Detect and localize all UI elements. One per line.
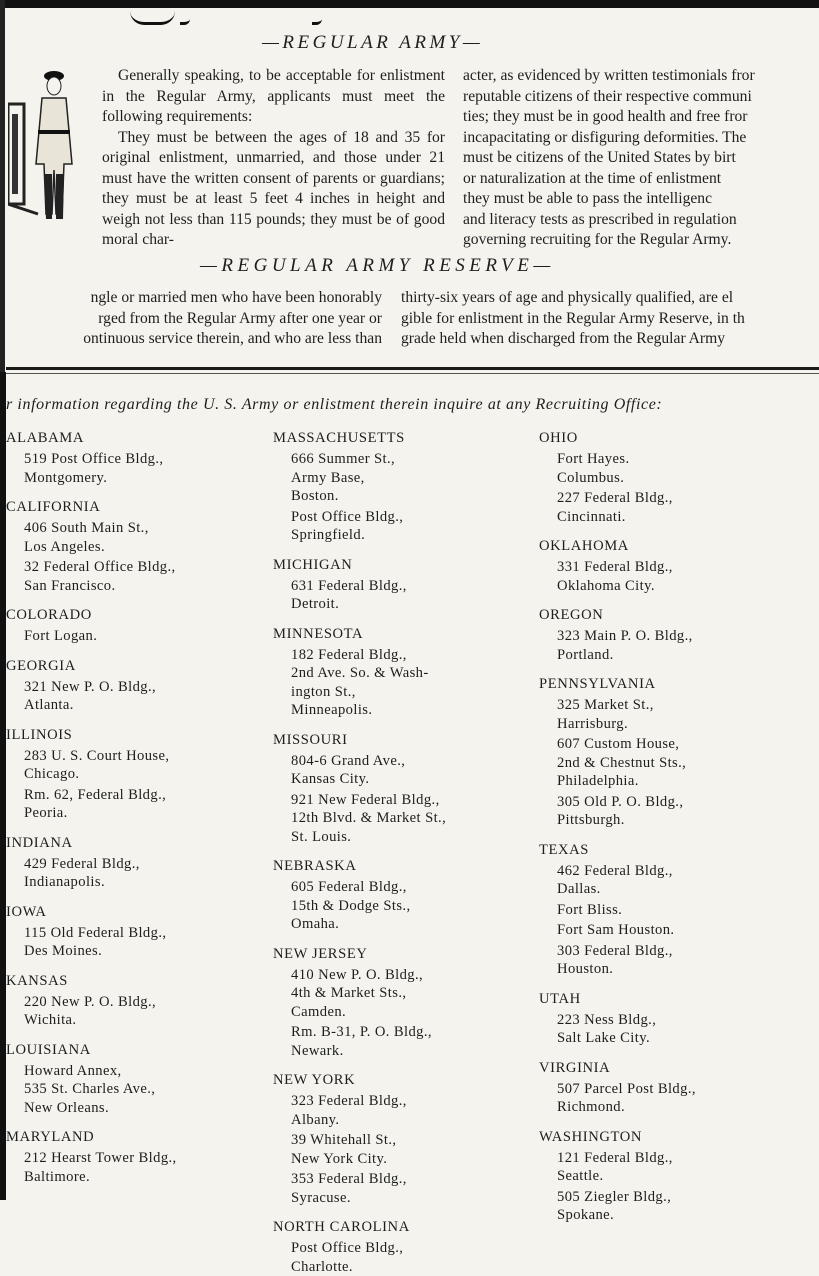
recruiting-office	[557, 627, 809, 664]
divider-rule	[6, 367, 819, 370]
recruiting-office	[24, 786, 261, 823]
state-heading: MINNESOTA	[273, 624, 528, 644]
recruiting-office	[24, 747, 261, 784]
address-line: 283 U. S. Court House,	[24, 747, 261, 766]
address-line: 406 South Main St.,	[24, 519, 261, 538]
address-line: Indianapolis.	[24, 873, 261, 892]
state-heading: ILLINOIS	[6, 725, 261, 745]
state-heading: OREGON	[539, 605, 809, 625]
address-line: 2nd Ave. So. & Wash-	[291, 664, 528, 683]
address-line: Des Moines.	[24, 942, 261, 961]
text-line: rged from the Regular Army after one year or	[6, 309, 382, 330]
address-line: Chicago.	[24, 765, 261, 784]
address-line: Syracuse.	[291, 1189, 528, 1208]
recruiting-office	[291, 878, 528, 934]
text-line: ngle or married men who have been honorably	[6, 288, 382, 309]
recruiting-office	[557, 735, 809, 791]
reserve-left-column	[6, 288, 382, 350]
recruiting-office	[557, 558, 809, 595]
text-line: or naturalization at the time of enlistment	[463, 169, 819, 190]
state-heading: VIRGINIA	[539, 1058, 809, 1078]
state-heading: MISSOURI	[273, 730, 528, 750]
recruiting-office	[291, 966, 528, 1022]
address-line: Rm. 62, Federal Bldg.,	[24, 786, 261, 805]
address-line: Post Office Bldg.,	[291, 1239, 528, 1258]
recruiting-office	[557, 1188, 809, 1225]
address-line: 4th & Market Sts.,	[291, 984, 528, 1003]
recruiting-office	[24, 1062, 261, 1118]
text-line: governing recruiting for the Regular Army.	[463, 230, 819, 251]
address-line: 666 Summer St.,	[291, 450, 528, 469]
address-line: Boston.	[291, 487, 528, 506]
address-line: Los Angeles.	[24, 538, 261, 557]
state-heading: NEBRASKA	[273, 856, 528, 876]
address-line: 325 Market St.,	[557, 696, 809, 715]
recruiting-office	[557, 901, 809, 920]
recruiting-office	[291, 1239, 528, 1276]
text-line: ontinuous service therein, and who are less than	[6, 329, 382, 350]
state-heading: NEW YORK	[273, 1070, 528, 1090]
recruiting-office	[291, 752, 528, 789]
recruiting-office	[291, 1092, 528, 1129]
address-line: Minneapolis.	[291, 701, 528, 720]
address-line: Albany.	[291, 1111, 528, 1130]
address-line: Atlanta.	[24, 696, 261, 715]
text-line: they must be able to pass the intelligenc	[463, 189, 819, 210]
address-line: Pittsburgh.	[557, 811, 809, 830]
recruiting-office	[557, 793, 809, 830]
address-line: Rm. B-31, P. O. Bldg.,	[291, 1023, 528, 1042]
address-line: 353 Federal Bldg.,	[291, 1170, 528, 1189]
address-line: Seattle.	[557, 1167, 809, 1186]
state-heading: PENNSYLVANIA	[539, 674, 809, 694]
recruiting-office	[24, 855, 261, 892]
recruiting-office	[291, 1023, 528, 1060]
address-line: Wichita.	[24, 1011, 261, 1030]
state-heading: INDIANA	[6, 833, 261, 853]
state-heading: MASSACHUSETTS	[273, 428, 528, 448]
state-heading: OKLAHOMA	[539, 536, 809, 556]
address-line: 323 Federal Bldg.,	[291, 1092, 528, 1111]
address-line: 631 Federal Bldg.,	[291, 577, 528, 596]
address-line: Salt Lake City.	[557, 1029, 809, 1048]
state-heading: CALIFORNIA	[6, 497, 261, 517]
title-lettering-fragment	[180, 0, 190, 25]
recruiting-office	[291, 508, 528, 545]
state-heading: MARYLAND	[6, 1127, 261, 1147]
recruiting-office	[557, 1011, 809, 1048]
state-heading: LOUISIANA	[6, 1040, 261, 1060]
address-line: 410 New P. O. Bldg.,	[291, 966, 528, 985]
address-line: 605 Federal Bldg.,	[291, 878, 528, 897]
text-line: gible for enlistment in the Regular Army Reserve, in th	[401, 309, 819, 330]
recruiting-office	[291, 450, 528, 506]
address-line: 321 New P. O. Bldg.,	[24, 678, 261, 697]
address-line: 121 Federal Bldg.,	[557, 1149, 809, 1168]
address-line: St. Louis.	[291, 828, 528, 847]
recruiting-office	[24, 924, 261, 961]
address-line: 507 Parcel Post Bldg.,	[557, 1080, 809, 1099]
recruiting-office	[291, 1131, 528, 1168]
regular-army-heading: —REGULAR ARMY—	[262, 32, 483, 54]
address-line: ington St.,	[291, 683, 528, 702]
inquire-notice: r information regarding the U. S. Army or enlistment therein inquire at any Recruiting Office:	[6, 396, 662, 414]
state-heading: ALABAMA	[6, 428, 261, 448]
address-line: 607 Custom House,	[557, 735, 809, 754]
recruiting-office	[24, 678, 261, 715]
address-line: Cincinnati.	[557, 508, 809, 527]
text-line: thirty-six years of age and physically qualified, are el	[401, 288, 819, 309]
recruiting-office	[24, 519, 261, 556]
address-line: Montgomery.	[24, 469, 261, 488]
recruiting-office	[557, 1149, 809, 1186]
address-line: 39 Whitehall St.,	[291, 1131, 528, 1150]
address-line: 331 Federal Bldg.,	[557, 558, 809, 577]
directory-column-1	[6, 428, 261, 1186]
recruiting-office	[291, 1170, 528, 1207]
recruiting-office	[291, 646, 528, 720]
address-line: Army Base,	[291, 469, 528, 488]
address-line: 462 Federal Bldg.,	[557, 862, 809, 881]
address-line: 921 New Federal Bldg.,	[291, 791, 528, 810]
address-line: Houston.	[557, 960, 809, 979]
text-line: grade held when discharged from the Regular Army	[401, 329, 819, 350]
address-line: Columbus.	[557, 469, 809, 488]
state-heading: MICHIGAN	[273, 555, 528, 575]
state-heading: GEORGIA	[6, 656, 261, 676]
address-line: New York City.	[291, 1150, 528, 1169]
state-heading: OHIO	[539, 428, 809, 448]
address-line: Charlotte.	[291, 1258, 528, 1276]
state-heading: NORTH CAROLINA	[273, 1217, 528, 1237]
recruiting-office	[24, 1149, 261, 1186]
address-line: 212 Hearst Tower Bldg.,	[24, 1149, 261, 1168]
address-line: 535 St. Charles Ave.,	[24, 1080, 261, 1099]
state-heading: WASHINGTON	[539, 1127, 809, 1147]
state-heading: TEXAS	[539, 840, 809, 860]
address-line: Fort Hayes.	[557, 450, 809, 469]
recruiting-office	[24, 627, 261, 646]
address-line: Philadelphia.	[557, 772, 809, 791]
recruiting-office	[557, 862, 809, 899]
address-line: 505 Ziegler Bldg.,	[557, 1188, 809, 1207]
directory-column-3	[539, 428, 809, 1225]
address-line: Detroit.	[291, 595, 528, 614]
paragraph: They must be between the ages of 18 and 35 for original enlistment, unmarried, and those under 21 must have the written consent of parents or guardians; they must be at least 5 feet 4 inches in height and weigh not less than 115 pounds; they must be of good moral char-	[102, 128, 445, 251]
address-line: Portland.	[557, 646, 809, 665]
address-line: 323 Main P. O. Bldg.,	[557, 627, 809, 646]
text-line: and literacy tests as prescribed in regulation	[463, 210, 819, 231]
address-line: 429 Federal Bldg.,	[24, 855, 261, 874]
recruiting-office	[291, 577, 528, 614]
text-line: incapacitating or disfiguring deformities. The	[463, 128, 819, 149]
address-line: Spokane.	[557, 1206, 809, 1225]
state-heading: NEW JERSEY	[273, 944, 528, 964]
recruiting-office	[24, 993, 261, 1030]
reserve-heading: —REGULAR ARMY RESERVE—	[200, 255, 555, 277]
address-line: New Orleans.	[24, 1099, 261, 1118]
address-line: 32 Federal Office Bldg.,	[24, 558, 261, 577]
address-line: Omaha.	[291, 915, 528, 934]
address-line: 220 New P. O. Bldg.,	[24, 993, 261, 1012]
address-line: 519 Post Office Bldg.,	[24, 450, 261, 469]
state-heading: UTAH	[539, 989, 809, 1009]
top-border	[0, 0, 819, 8]
recruiting-office	[557, 696, 809, 733]
recruiting-office	[557, 489, 809, 526]
address-line: Dallas.	[557, 880, 809, 899]
address-line: 804-6 Grand Ave.,	[291, 752, 528, 771]
state-heading: KANSAS	[6, 971, 261, 991]
recruiting-office	[557, 1080, 809, 1117]
address-line: 115 Old Federal Bldg.,	[24, 924, 261, 943]
soldier-illustration	[8, 64, 104, 224]
text-line: reputable citizens of their respective communi	[463, 87, 819, 108]
regular-army-right-column	[463, 66, 819, 251]
address-line: Springfield.	[291, 526, 528, 545]
paragraph: Generally speaking, to be acceptable for enlistment in the Regular Army, applicants must meet the following requirements:	[102, 66, 445, 128]
address-line: Post Office Bldg.,	[291, 508, 528, 527]
address-line: 305 Old P. O. Bldg.,	[557, 793, 809, 812]
address-line: Kansas City.	[291, 770, 528, 789]
text-line: acter, as evidenced by written testimonials fror	[463, 66, 819, 87]
title-lettering-fragment	[312, 0, 322, 25]
state-heading: COLORADO	[6, 605, 261, 625]
recruiting-office	[557, 450, 809, 487]
left-border-top	[0, 0, 5, 372]
recruiting-office	[557, 942, 809, 979]
address-line: Newark.	[291, 1042, 528, 1061]
address-line: Howard Annex,	[24, 1062, 261, 1081]
address-line: Camden.	[291, 1003, 528, 1022]
address-line: Fort Logan.	[24, 627, 261, 646]
address-line: Harrisburg.	[557, 715, 809, 734]
text-line: must be citizens of the United States by birt	[463, 148, 819, 169]
text-line: ties; they must be in good health and free fror	[463, 107, 819, 128]
reserve-right-column	[401, 288, 819, 350]
address-line: 12th Blvd. & Market St.,	[291, 809, 528, 828]
address-line: 15th & Dodge Sts.,	[291, 897, 528, 916]
state-heading: IOWA	[6, 902, 261, 922]
address-line: 303 Federal Bldg.,	[557, 942, 809, 961]
title-lettering-fragment	[130, 0, 175, 25]
recruiting-office	[291, 791, 528, 847]
divider-rule-thin	[6, 373, 819, 374]
recruiting-office	[557, 921, 809, 940]
address-line: Baltimore.	[24, 1168, 261, 1187]
regular-army-left-column	[102, 66, 445, 251]
address-line: Fort Bliss.	[557, 901, 809, 920]
address-line: Peoria.	[24, 804, 261, 823]
address-line: 223 Ness Bldg.,	[557, 1011, 809, 1030]
address-line: Richmond.	[557, 1098, 809, 1117]
address-line: 2nd & Chestnut Sts.,	[557, 754, 809, 773]
recruiting-office	[24, 450, 261, 487]
address-line: 182 Federal Bldg.,	[291, 646, 528, 665]
address-line: Fort Sam Houston.	[557, 921, 809, 940]
address-line: 227 Federal Bldg.,	[557, 489, 809, 508]
directory-column-2	[273, 428, 528, 1276]
address-line: San Francisco.	[24, 577, 261, 596]
recruiting-office	[24, 558, 261, 595]
address-line: Oklahoma City.	[557, 577, 809, 596]
